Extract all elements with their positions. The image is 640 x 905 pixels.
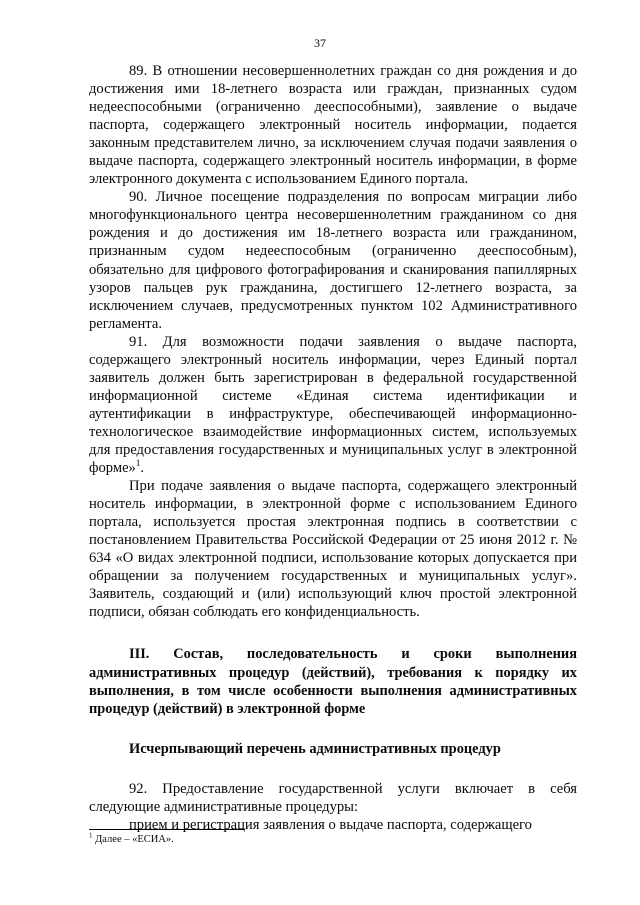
subsection-heading: Исчерпывающий перечень административных процедур	[129, 740, 501, 757]
section-heading: III. Состав, последовательность и сроки выполнения административных процедур (действий), требования к порядку их выполнения, в том числе особенности выполнения административных процедур (действий) в электронной форме	[89, 646, 577, 717]
paragraph-92: 92. Предоставление государственной услуги включает в себя следующие административные процедуры:	[89, 780, 577, 815]
page-number: 37	[314, 36, 326, 50]
paragraph-91-text: 91. Для возможности подачи заявления о выдаче паспорта, содержащего электронный носитель информации, через Единый портал заявитель должен быть зарегистрирован в федеральной государственной информационной системе «Единая система идентификации и аутентификации в инфраструктуре, обеспечивающей информационно-технологическое взаимодействие информационных систем, используемых для предоставления государственных и муниципальных услуг в электронной форме»	[89, 333, 577, 477]
footnote-reference: 1	[135, 458, 141, 469]
footnote	[89, 831, 174, 845]
paragraph-92-item: прием и регистрация заявления о выдаче паспорта, содержащего	[129, 816, 532, 833]
footnote-mark: 1	[89, 831, 93, 840]
paragraph-89: 89. В отношении несовершеннолетних граждан со дня рождения и до достижения ими 18-летнего возраста или граждан, признанных судом недееспособными (ограниченно дееспособными), заявление о выдаче паспорта, содержащего электронный носитель информации, подается законным представителем лично, за исключением случая подачи заявления о выдаче паспорта, содержащего электронный носитель информации, в форме электронного документа с использованием Единого портала.	[89, 63, 577, 188]
paragraph-90: 90. Личное посещение подразделения по вопросам миграции либо многофункционального центра несовершеннолетним гражданином со дня рождения и до достижения им 18-летнего возраста или гражданином, признанным судом недееспособным (ограниченно дееспособным), обязательно для цифрового фотографирования и сканирования папиллярных узоров пальцев рук гражданина, достигшего 12-летнего возраста, за исключением случаев, предусмотренных пунктом 102 Административного регламента.	[89, 189, 577, 332]
paragraph-electronic-signature: При подаче заявления о выдаче паспорта, содержащего электронный носитель информации, в электронной форме с использованием Единого портала, используется простая электронная подпись в соответствии с постановлением Правительства Российской Федерации от 25 июня 2012 г. № 634 «О видах электронной подписи, использование которых допускается при обращении за получением государственных и муниципальных услуг». Заявитель, создающий и (или) использующий ключ простой электронной подписи, обязан соблюдать его конфиденциальность.	[89, 478, 577, 621]
paragraph-91-end: .	[140, 460, 144, 477]
footnote-text: Далее – «ЕСИА».	[92, 834, 174, 845]
page-body	[89, 62, 577, 834]
paragraph-91	[89, 333, 577, 477]
footnote-divider	[89, 829, 245, 830]
